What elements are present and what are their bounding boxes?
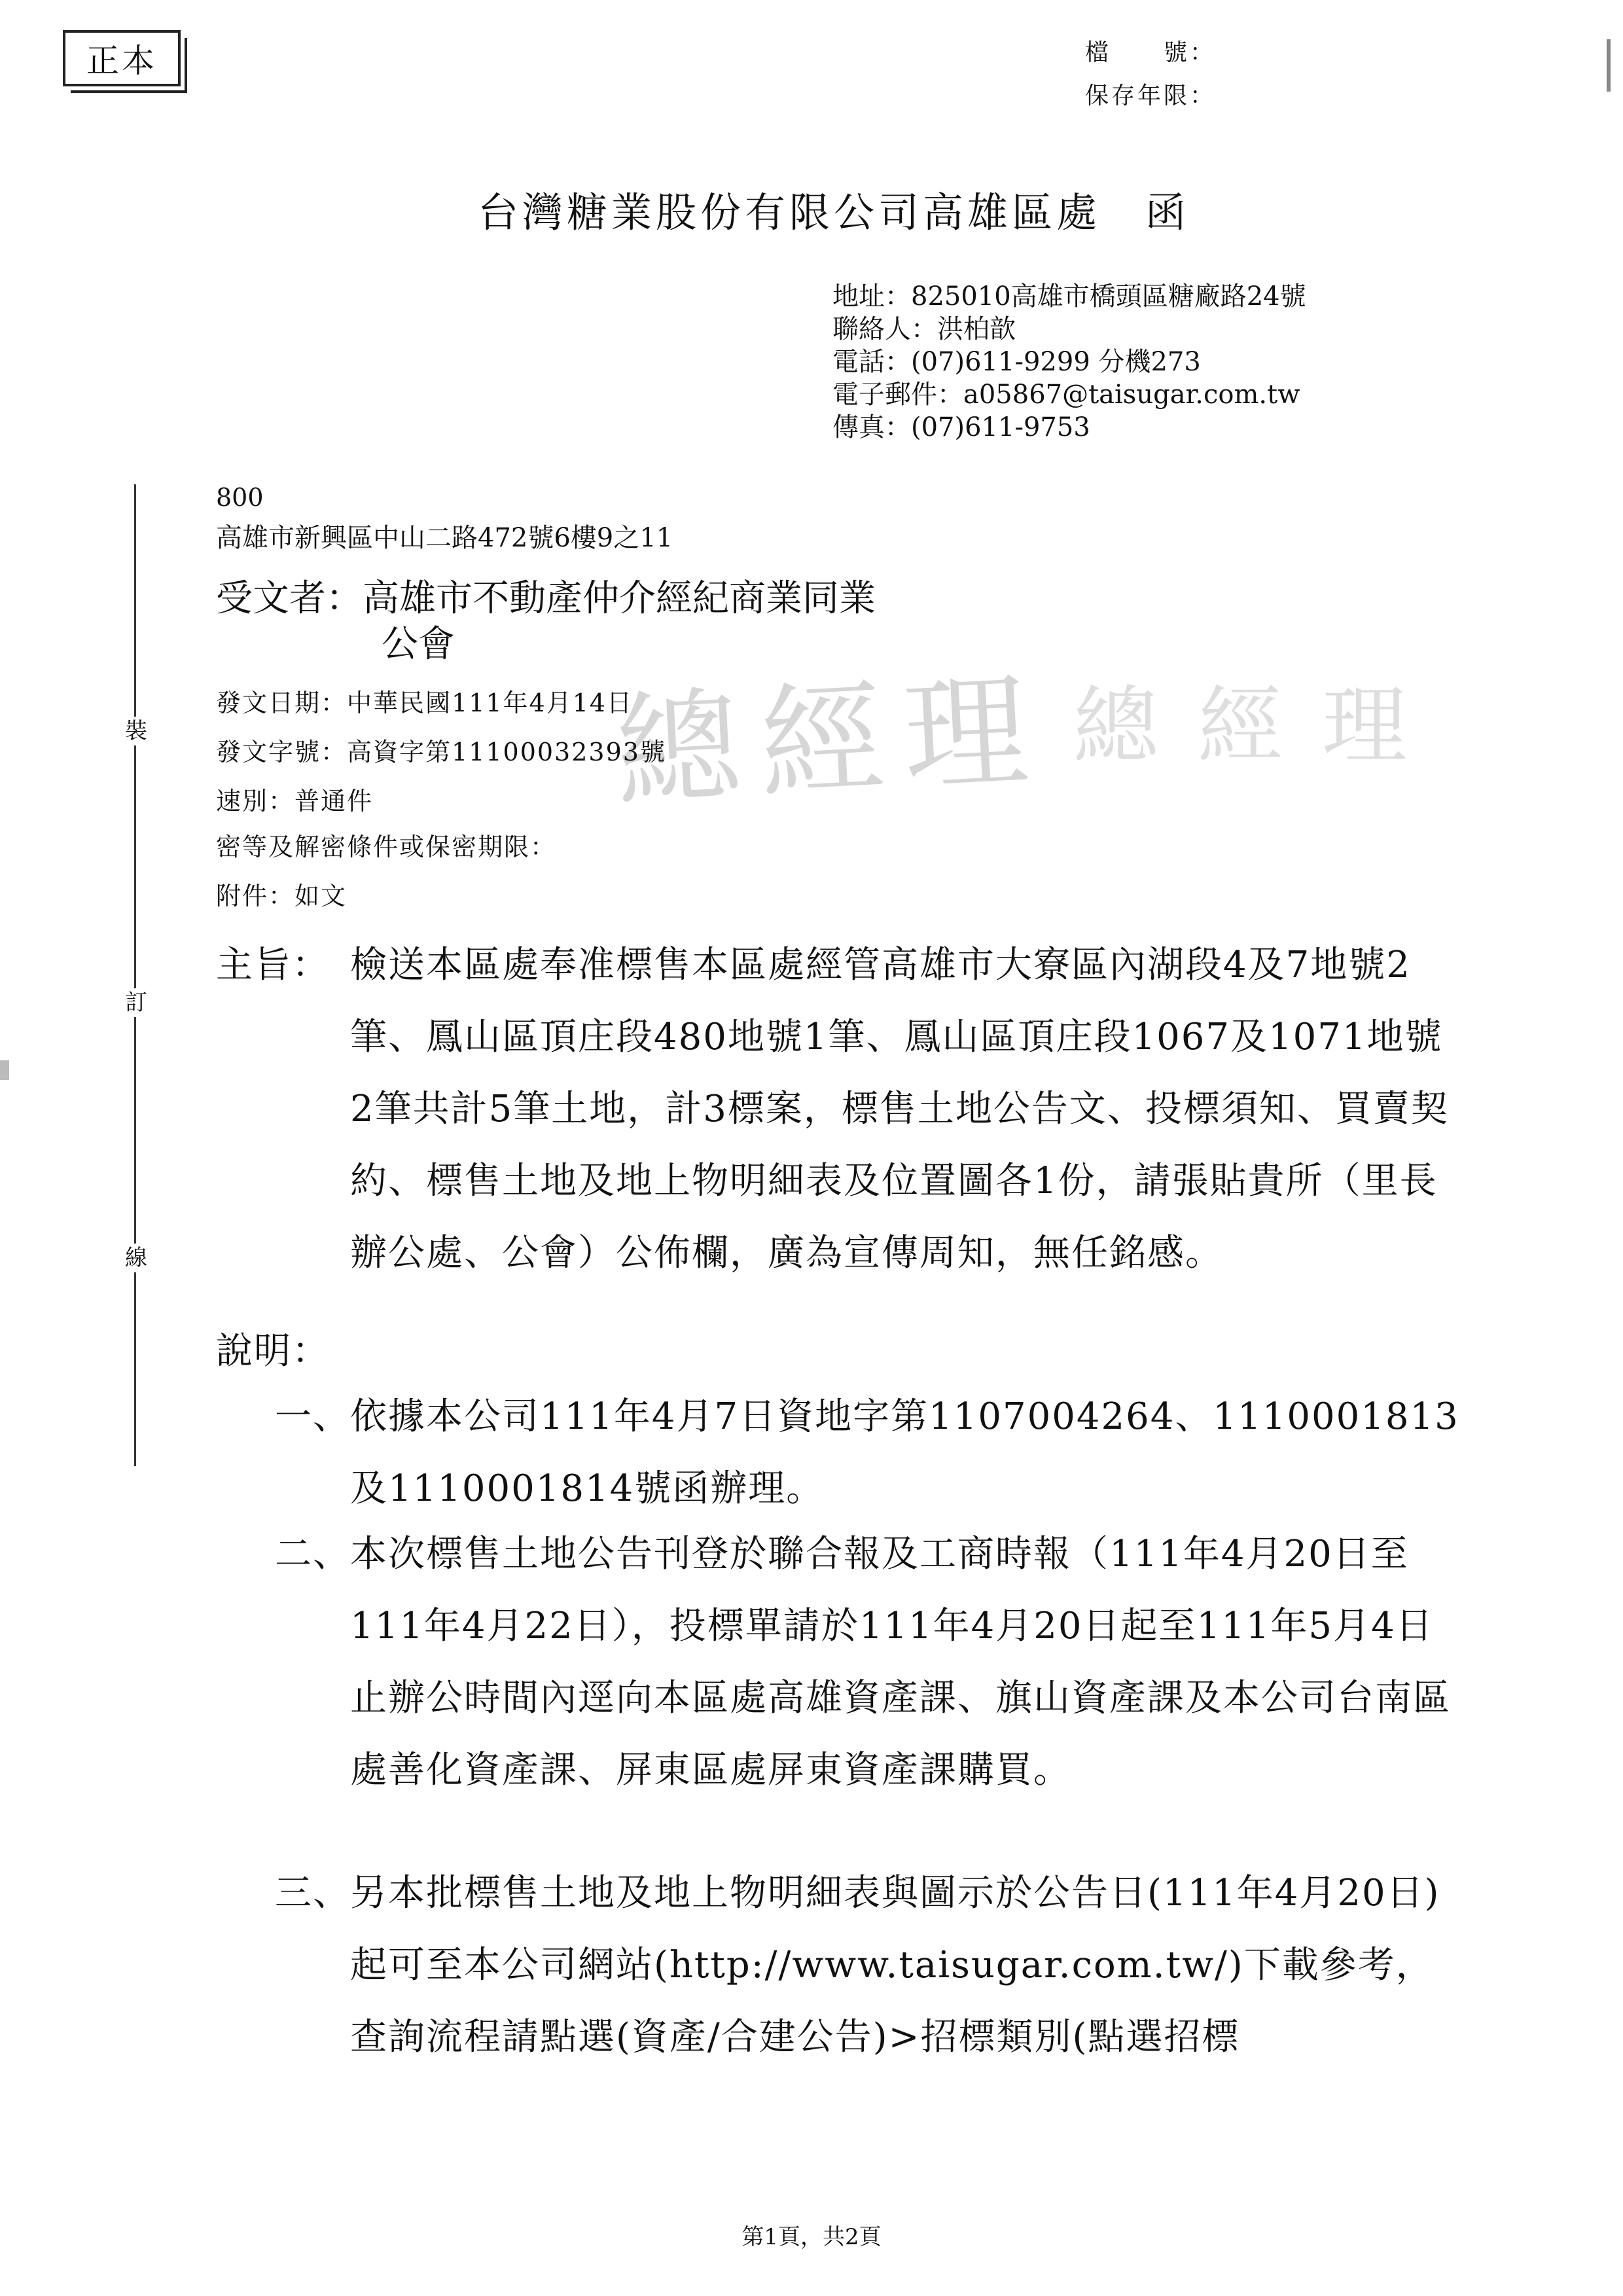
manager-seal-watermark-secondary: 總經理	[1073, 676, 1447, 776]
binding-mark-bind: 裝	[123, 717, 149, 745]
description-item	[275, 1518, 1459, 1806]
description-label: 說明：	[216, 1330, 330, 1372]
contact-fax: 傳真：(07)611-9753	[832, 412, 1090, 442]
description-item	[275, 1857, 1459, 2073]
contact-email: 電子郵件：a05867@taisugar.com.tw	[832, 380, 1300, 410]
scan-edge-mark	[0, 1060, 9, 1080]
item-number: 三、	[275, 1872, 351, 1914]
manager-seal-watermark: 總經理	[612, 657, 1052, 825]
recipient-address: 高雄市新興區中山二路472號6樓9之11	[216, 523, 673, 553]
description-item	[275, 1381, 1459, 1525]
item-number: 一、	[275, 1395, 351, 1438]
attachment: 附件：如文	[216, 882, 348, 910]
item-number: 二、	[275, 1533, 351, 1575]
security-classification: 密等及解密條件或保密期限：	[216, 833, 557, 861]
binding-mark-staple: 訂	[123, 988, 149, 1017]
issue-date: 發文日期：中華民國111年4月14日	[216, 689, 633, 717]
delivery-speed: 速別：普通件	[216, 787, 374, 816]
item-text: 依據本公司111年4月7日資地字第1107004264、1110001813及1110001814號函辦理。	[350, 1395, 1459, 1510]
recipient-zip: 800	[216, 483, 264, 512]
recipient-line-1: 受文者：高雄市不動產仲介經紀商業同業	[216, 577, 876, 620]
recipient-line-2: 公會	[382, 623, 455, 666]
document-number: 發文字號：高資字第11100032393號	[216, 738, 666, 766]
binding-line	[134, 484, 136, 1466]
file-number-label: 檔 號：	[1085, 39, 1217, 66]
subject-label: 主旨：	[216, 944, 330, 986]
scan-edge-mark	[1607, 39, 1611, 92]
retention-period-label: 保存年限：	[1085, 82, 1217, 109]
contact-person: 聯絡人：洪柏歆	[832, 314, 1016, 344]
copy-stamp	[63, 30, 181, 86]
subject-section	[216, 929, 1459, 1289]
sender-contact-block	[832, 280, 1306, 444]
copy-stamp-text: 正本	[86, 42, 157, 80]
document-title: 台灣糖業股份有限公司高雄區處 函	[478, 188, 1190, 236]
item-text: 本次標售土地公告刊登於聯合報及工商時報（111年4月20日至111年4月22日），投標單請於111年4月20日起至111年5月4日止辦公時間內逕向本區處高雄資產課、旗山資產課及本公司台南區處善化資產課、屏東區處屏東資產課購買。	[350, 1533, 1451, 1791]
page-number-footer: 第1頁，共2頁	[741, 2224, 882, 2250]
subject-text: 檢送本區處奉准標售本區處經管高雄市大寮區內湖段4及7地號2筆、鳳山區頂庄段480地號1筆、鳳山區頂庄段1067及1071地號2筆共計5筆土地，計3標案，標售土地公告文、投標須知、買賣契約、標售土地及地上物明細表及位置圖各1份，請張貼貴所（里長辦公處、公會）公佈欄，廣為宣傳周知，無任銘感。	[350, 944, 1449, 1274]
contact-phone: 電話：(07)611-9299 分機273	[832, 347, 1201, 377]
recipient	[216, 576, 876, 668]
sender-address: 地址：825010高雄市橋頭區糖廠路24號	[832, 281, 1306, 312]
binding-mark-line: 線	[123, 1244, 149, 1272]
item-text: 另本批標售土地及地上物明細表與圖示於公告日(111年4月20日)起可至本公司網站(http://www.taisugar.com.tw/)下載參考，查詢流程請點選(資產/合建公告)>招標類別(點選招標	[350, 1872, 1440, 2058]
